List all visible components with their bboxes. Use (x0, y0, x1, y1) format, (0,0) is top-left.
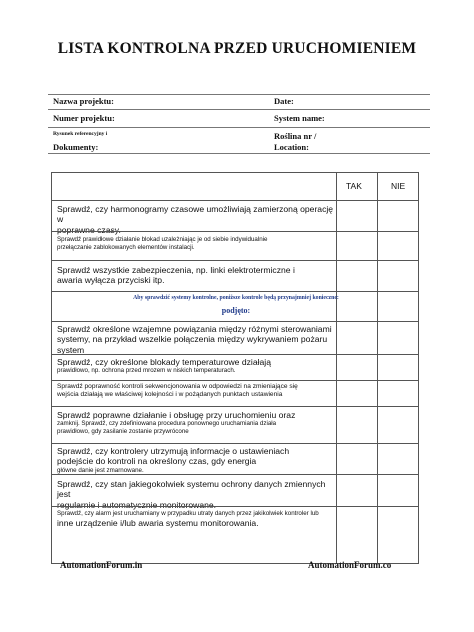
checklist-row (57, 236, 337, 251)
checklist-row (57, 410, 337, 436)
row-line: system (57, 344, 85, 355)
checklist-row (57, 510, 357, 528)
col-no-header: NIE (391, 181, 406, 191)
page-title: LISTA KONTROLNA PRZED URUCHOMIENIEM (57, 40, 417, 57)
row-line: wejścia działają we właściwej kolejności i w pożądanych punktach ustawienia (57, 391, 283, 399)
project-name-label: Nazwa projektu: (53, 96, 114, 106)
row-line: Sprawdź, czy określone blokady temperaturowe działają (57, 357, 271, 367)
row-line: poprawne czasy. (57, 224, 121, 235)
row-line: awaria wyłącza przyciski itp. (57, 275, 165, 286)
footer-right: AutomationForum.co (308, 560, 392, 570)
row-line: Sprawdź, czy harmonogramy czasowe umożliwiają zamierzoną operację w (57, 204, 334, 225)
checklist-row (57, 446, 337, 475)
date-label: Date: (274, 96, 294, 106)
footer-left: AutomationForum.in (60, 560, 143, 570)
row-divider (52, 474, 418, 475)
row-divider (52, 506, 418, 507)
row-divider (52, 260, 418, 261)
row-line: Sprawdź poprawne działanie i obsługę przy uruchomieniu oraz (57, 410, 296, 420)
row-line: Sprawdź prawidłowe działanie blokad uzależniając je od siebie indywidualnie (57, 236, 268, 243)
section-note: Aby sprawdzić systemy kontrolne, poniższe kontrole będą przynajmniej konieczne: (133, 295, 339, 301)
location-label: Location: (274, 142, 309, 152)
row-line: główne danie jest zmarnowane. (57, 466, 144, 474)
row-divider (52, 291, 418, 292)
header-divider (48, 127, 430, 128)
row-line: inne urządzenie i/lub awaria systemu monitorowania. (57, 517, 259, 528)
row-line: Sprawdź, czy alarm jest uruchamiany w przypadku utraty danych przez jakikolwiek kontroler lub (57, 510, 319, 517)
row-line: systemy, na przykład wszelkie połączenia między wykrywaniem pożaru (57, 334, 328, 345)
row-line: Sprawdź, czy kontrolery utrzymują informacje o ustawieniach (57, 446, 290, 456)
checklist-table (51, 172, 419, 564)
row-line: podejście do kontroli na określony czas, gdy energia (57, 456, 257, 467)
checklist-row (57, 324, 337, 355)
row-line: Sprawdź, czy stan jakiegokolwiek systemu ochrony danych zmiennych jest (57, 479, 326, 500)
row-line: prawidłowo, gdy zasilanie zostanie przywrócone (57, 428, 189, 436)
checklist-row (57, 265, 337, 286)
documents-label: Dokumenty: (53, 142, 99, 152)
plant-label: Roślina nr / (274, 131, 317, 141)
checklist-row (57, 357, 337, 375)
section-note-continued: podjęto: (221, 306, 251, 315)
row-divider (52, 200, 418, 201)
row-divider (52, 321, 418, 322)
row-line: zamknij. Sprawdź, czy zdefiniowana procedura ponownego uruchamiania działa (57, 420, 277, 428)
drawing-ref-label: Rysunek referencyjny i (53, 131, 108, 137)
row-line: regularnie i automatycznie monitorowane. (57, 499, 217, 510)
header-divider (48, 94, 430, 95)
row-divider (52, 380, 418, 381)
row-line: Sprawdź wszystkie zabezpieczenia, np. linki elektrotermiczne i (57, 265, 295, 275)
row-line: prawidłowo, np. ochrona przed mrozem w niskich temperaturach. (57, 367, 236, 375)
col-yes-header: TAK (346, 181, 362, 191)
row-line: Sprawdź określone wzajemne powiązania między różnymi sterowaniami (57, 324, 332, 334)
system-name-label: System name: (274, 113, 325, 123)
row-divider (52, 231, 418, 232)
checklist-row (57, 383, 357, 399)
row-divider (52, 354, 418, 355)
row-divider (52, 443, 418, 444)
header-divider (48, 109, 430, 110)
row-line: Sprawdź poprawność kontroli sekwencjonowania w odpowiedzi na zmieniające się (57, 383, 298, 390)
project-number-label: Numer projektu: (53, 113, 115, 123)
row-divider (52, 406, 418, 407)
row-line: przełączanie zablokowanych elementów instalacji. (57, 243, 195, 251)
header-divider (48, 153, 430, 154)
